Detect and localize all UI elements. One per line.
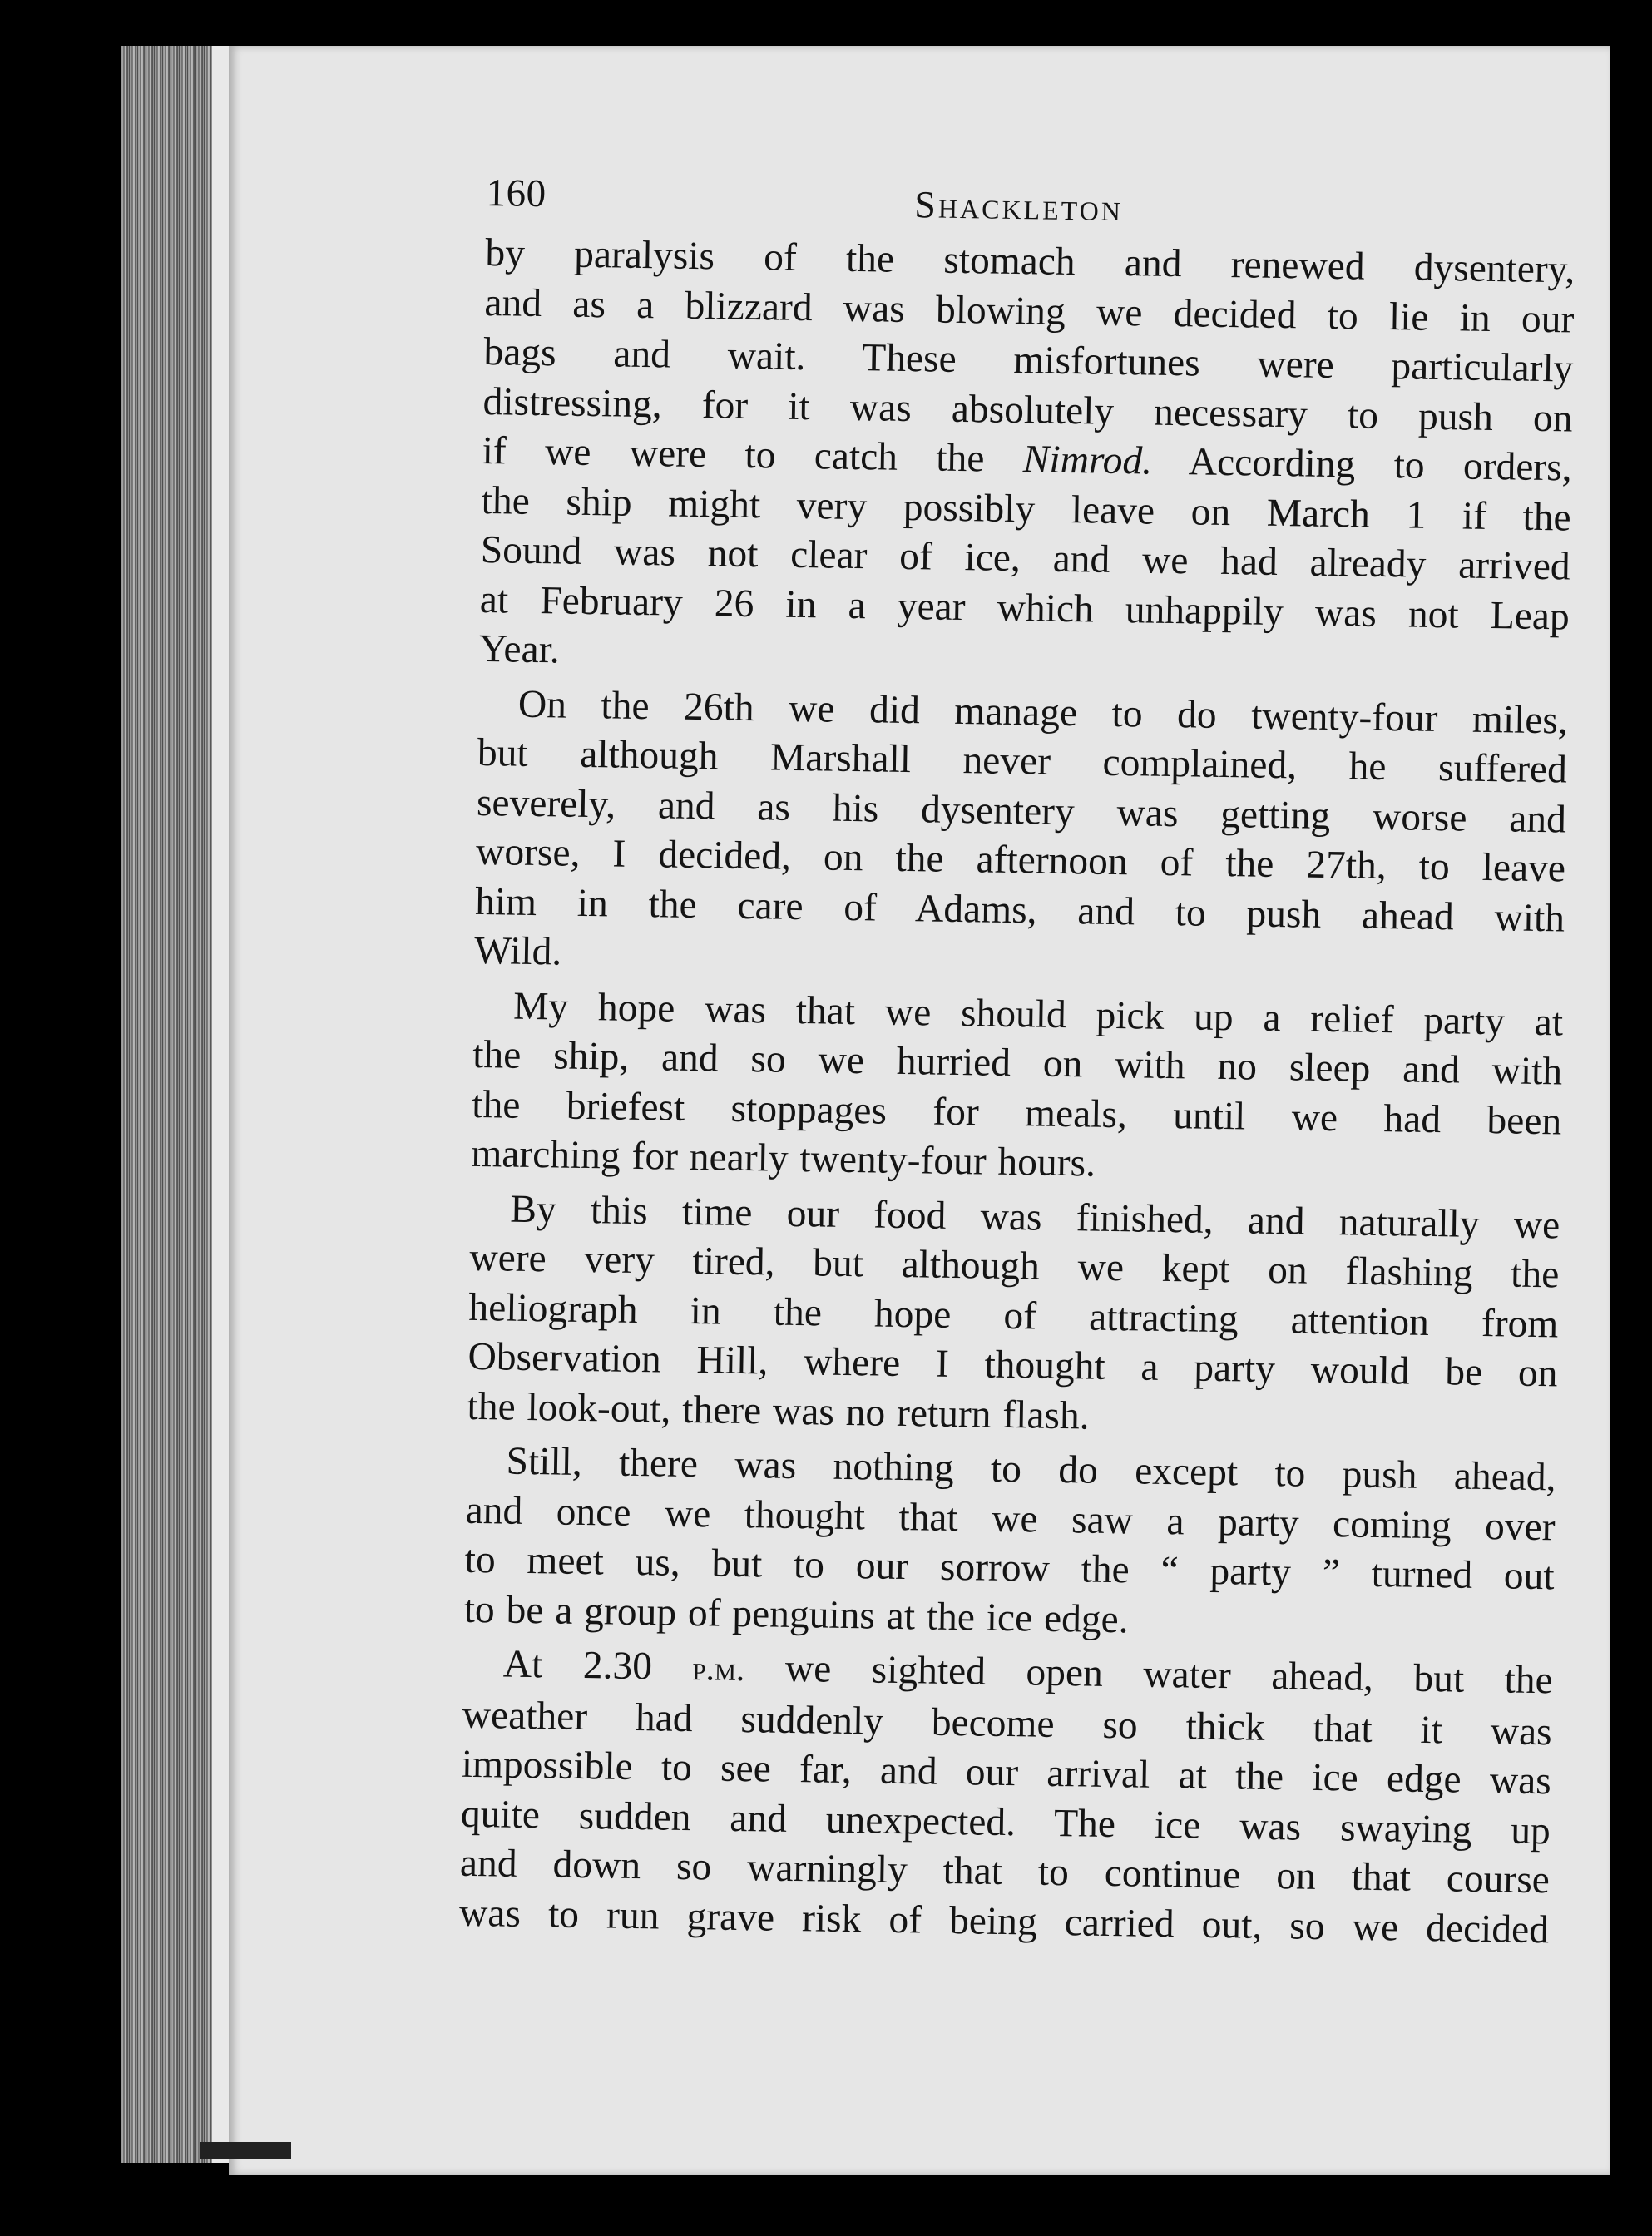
text-line: and once we thought that we saw a party coming over <box>465 1488 1556 1549</box>
text-line: Year. <box>478 626 561 672</box>
text-line: the ship, and so we hurried on with no sleep and with <box>472 1032 1563 1094</box>
text-segment: According to orders, <box>1151 439 1572 490</box>
text-line: weather had suddenly become so thick that it was <box>462 1693 1553 1754</box>
text-line: to meet us, but to our sorrow the “ party ” turned out <box>464 1537 1556 1599</box>
text-line: Still, there was nothing to do except to push ahead, <box>506 1439 1556 1500</box>
paragraph <box>478 229 1575 691</box>
paragraph <box>474 679 1568 993</box>
page-edge-strip <box>212 46 230 2163</box>
page-text-block <box>459 171 1576 1955</box>
text-line: the look-out, there was no return flash. <box>467 1384 1091 1438</box>
text-line: but although Marshall never complained, he suffered <box>477 730 1568 792</box>
text-segment: if we were to catch the <box>482 428 985 481</box>
book-page <box>229 46 1610 2175</box>
time-abbreviation: p.m. <box>692 1650 745 1689</box>
text-line: On the 26th we did manage to do twenty-four miles, <box>517 682 1569 742</box>
text-line: bags and wait. These misfortunes were particularly <box>483 329 1574 391</box>
text-line: at February 26 in a year which unhappily was not Leap <box>479 577 1570 639</box>
paragraph <box>463 1437 1556 1652</box>
text-line: to be a group of penguins at the ice edge. <box>463 1587 1130 1641</box>
text-line: was to run grave risk of being carried out, so we decided <box>458 1891 1550 1952</box>
running-title: Shackleton <box>914 183 1124 230</box>
text-line: quite sudden and unexpected. The ice was swaying up <box>460 1792 1551 1853</box>
text-line: impossible to see far, and our arrival at the ice edge was <box>461 1742 1552 1803</box>
text-line: Observation Hill, where I thought a party would be on <box>467 1334 1558 1396</box>
text-line: By this time our food was finished, and naturally we <box>509 1187 1560 1247</box>
text-line: severely, and as his dysentery was getting worse and <box>476 780 1567 841</box>
text-line: and as a blizzard was blowing we decided to lie in our <box>484 280 1575 342</box>
text-line: him in the care of Adams, and to push ahead with <box>474 879 1565 940</box>
text-line: and down so warningly that to continue on that course <box>459 1841 1551 1902</box>
text-line: My hope was that we should pick up a relief party at <box>512 984 1564 1044</box>
text-line: distressing, for it was absolutely necessary to push on <box>482 379 1573 441</box>
paragraph <box>471 981 1564 1196</box>
text-line: the ship might very possibly leave on March 1 if the <box>481 478 1572 540</box>
text-line: Wild. <box>473 928 562 974</box>
text-line: worse, I decided, on the afternoon of the 27th, to leave <box>475 829 1566 891</box>
text-line: by paralysis of the stomach and renewed dysentery, <box>485 230 1575 292</box>
paragraph <box>459 1640 1553 1956</box>
ship-name-italic: Nimrod. <box>1022 438 1153 483</box>
text-line: were very tired, but although we kept on flashing the <box>469 1235 1560 1297</box>
text-segment: At 2.30 <box>502 1642 653 1689</box>
text-line: marching for nearly twenty-four hours. <box>471 1131 1096 1185</box>
binding-shadow <box>200 2142 291 2159</box>
paragraph <box>467 1184 1560 1448</box>
text-line: the briefest stoppages for meals, until we had been <box>471 1082 1562 1143</box>
text-line: Sound was not clear of ice, and we had already arrived <box>480 527 1571 589</box>
page-number: 160 <box>486 171 547 216</box>
text-line: heliograph in the hope of attracting attention from <box>468 1285 1559 1346</box>
text-segment: we sighted open water ahead, but the <box>744 1646 1554 1703</box>
